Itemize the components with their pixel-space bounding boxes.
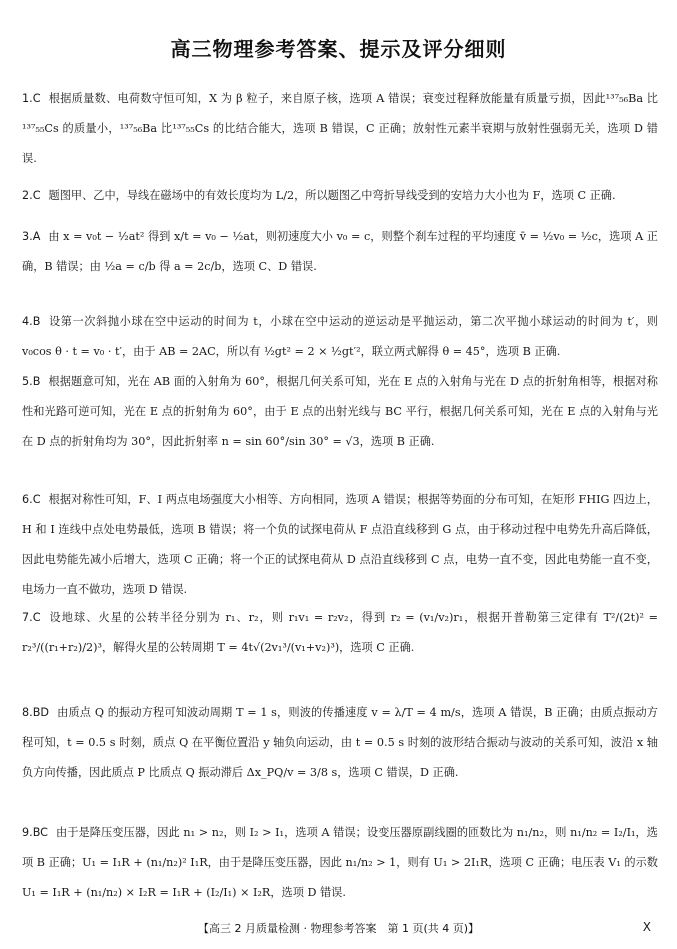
- answer-key: C: [32, 189, 41, 202]
- answer-number: 3.: [22, 230, 33, 243]
- answer-key: BC: [32, 826, 48, 839]
- answer-key: BD: [32, 706, 49, 719]
- answer-key: C: [32, 493, 41, 506]
- answer-explanation: 题图甲、乙中，导线在磁场中的有效长度均为 L/2，所以题图乙中弯折导线受到的安培力大小也为 F，选项 C 正确.: [48, 189, 616, 202]
- answer-key: B: [32, 315, 41, 328]
- answer-item: [22, 603, 658, 698]
- footer-mark: X: [642, 920, 651, 934]
- answer-number: 5.: [22, 375, 33, 388]
- answer-list: [22, 84, 658, 918]
- answer-number: 7.: [22, 611, 33, 624]
- answer-explanation: 由于是降压变压器，因此 n₁ > n₂，则 I₂ > I₁，选项 A 错误；设变压器原副线圈的匝数比为 n₁/n₂，则 n₁/n₂ = I₂/I₁，选项 B 正确；U₁ = I₁R + (n₁/n₂)² I₁R，由于是降压变压器，因此 n₁/n₂ > 1，则有 U₁ > 2I₁R，选项 C 正确；电压表 V₁ 的示数 U₁ = I₁R + (n₁/n₂) × I₂R = I₁R + (I₂/I₁) × I₂R，选项 D 错误.: [22, 826, 658, 899]
- answer-item: [22, 698, 658, 818]
- answer-item: [22, 222, 658, 307]
- answer-item: [22, 181, 658, 222]
- answer-key: B: [32, 375, 41, 388]
- answer-explanation: 由 x = v₀t − ½at² 得到 x/t = v₀ − ½at，则初速度大小 v₀ = c，则整个刹车过程的平均速度 v̄ = ½v₀ = ½c，选项 A 正确，B 错误；由 ½a = c/b 得 a = 2c/b，选项 C、D 错误.: [22, 230, 658, 273]
- answer-explanation: 根据质量数、电荷数守恒可知，X 为 β 粒子，来自原子核，选项 A 错误；衰变过程释放能量有质量亏损，因此¹³⁷₅₆Ba 比¹³⁷₅₅Cs 的质量小，¹³⁷₅₆Ba 比¹³⁷₅₅Cs 的比结合能大，选项 B 错误，C 正确；放射性元素半衰期与放射性强弱无关，选项 D 错误.: [22, 92, 658, 165]
- answer-number: 1.: [22, 92, 33, 105]
- answer-key: A: [32, 230, 41, 243]
- answer-number: 4.: [22, 315, 33, 328]
- answer-explanation: 设地球、火星的公转半径分别为 r₁、r₂，则 r₁v₁ = r₂v₂，得到 r₂ = (v₁/v₂)r₁，根据开普勒第三定律有 T²/(2t)² = r₂³/((r₁+r₂)/2)³，解得火星的公转周期 T = 4t√(2v₁³/(v₁+v₂)³)，选项 C 正确.: [22, 611, 658, 654]
- answer-item: [22, 84, 658, 181]
- answer-key: C: [32, 92, 41, 105]
- answer-explanation: 根据题意可知，光在 AB 面的入射角为 60°，根据几何关系可知，光在 E 点的入射角与光在 D 点的折射角相等，根据对称性和光路可逆可知，光在 E 点的折射角为 60°，由于 E 点的出射光线与 BC 平行，根据几何关系可知，光在 E 点的入射角与光在 D 点的折射角均为 30°，因此折射率 n = sin 60°/sin 30° = √3，选项 B 正确.: [22, 375, 658, 448]
- answer-item: [22, 367, 658, 485]
- page-footer: 【高三 2 月质量检测 · 物理参考答案 第 1 页(共 4 页)】: [197, 922, 480, 935]
- answer-explanation: 由质点 Q 的振动方程可知波动周期 T = 1 s，则波的传播速度 v = λ/T = 4 m/s，选项 A 错误，B 正确；由质点振动方程可知，t = 0.5 s 时刻，质点 Q 在平衡位置沿 y 轴负向运动，由 t = 0.5 s 时刻的波形结合振动与波动的关系可知，波沿 x 轴负方向传播，因此质点 P 比质点 Q 振动滞后 Δx_PQ/v = 3/8 s，选项 C 错误，D 正确.: [22, 706, 658, 779]
- answer-item: [22, 485, 658, 603]
- answer-number: 2.: [22, 189, 33, 202]
- page-title: 高三物理参考答案、提示及评分细则: [170, 37, 507, 61]
- answer-number: 8.: [22, 706, 33, 719]
- answer-item: [22, 307, 658, 367]
- answer-number: 9.: [22, 826, 33, 839]
- answer-number: 6.: [22, 493, 33, 506]
- answer-explanation: 根据对称性可知，F、I 两点电场强度大小相等、方向相同，选项 A 错误；根据等势面的分布可知，在矩形 FHIG 四边上，H 和 I 连线中点处电势最低，选项 B 错误；将一个负的试探电荷从 F 点沿直线移到 G 点，由于移动过程中电势先升高后降低，因此电势能先减小后增大，选项 C 正确；将一个正的试探电荷从 D 点沿直线移到 C 点，电势一直不变，因此电势能一直不变，电场力一直不做功，选项 D 错误.: [22, 493, 658, 596]
- answer-key: C: [32, 611, 41, 624]
- answer-item: [22, 818, 658, 918]
- answer-explanation: 设第一次斜抛小球在空中运动的时间为 t，小球在空中运动的逆运动是平抛运动，第二次平抛小球运动的时间为 t′，则 v₀cos θ · t = v₀ · t′，由于 AB = 2AC，所以有 ½gt² = 2 × ½gt′²，联立两式解得 θ = 45°，选项 B 正确.: [22, 315, 658, 358]
